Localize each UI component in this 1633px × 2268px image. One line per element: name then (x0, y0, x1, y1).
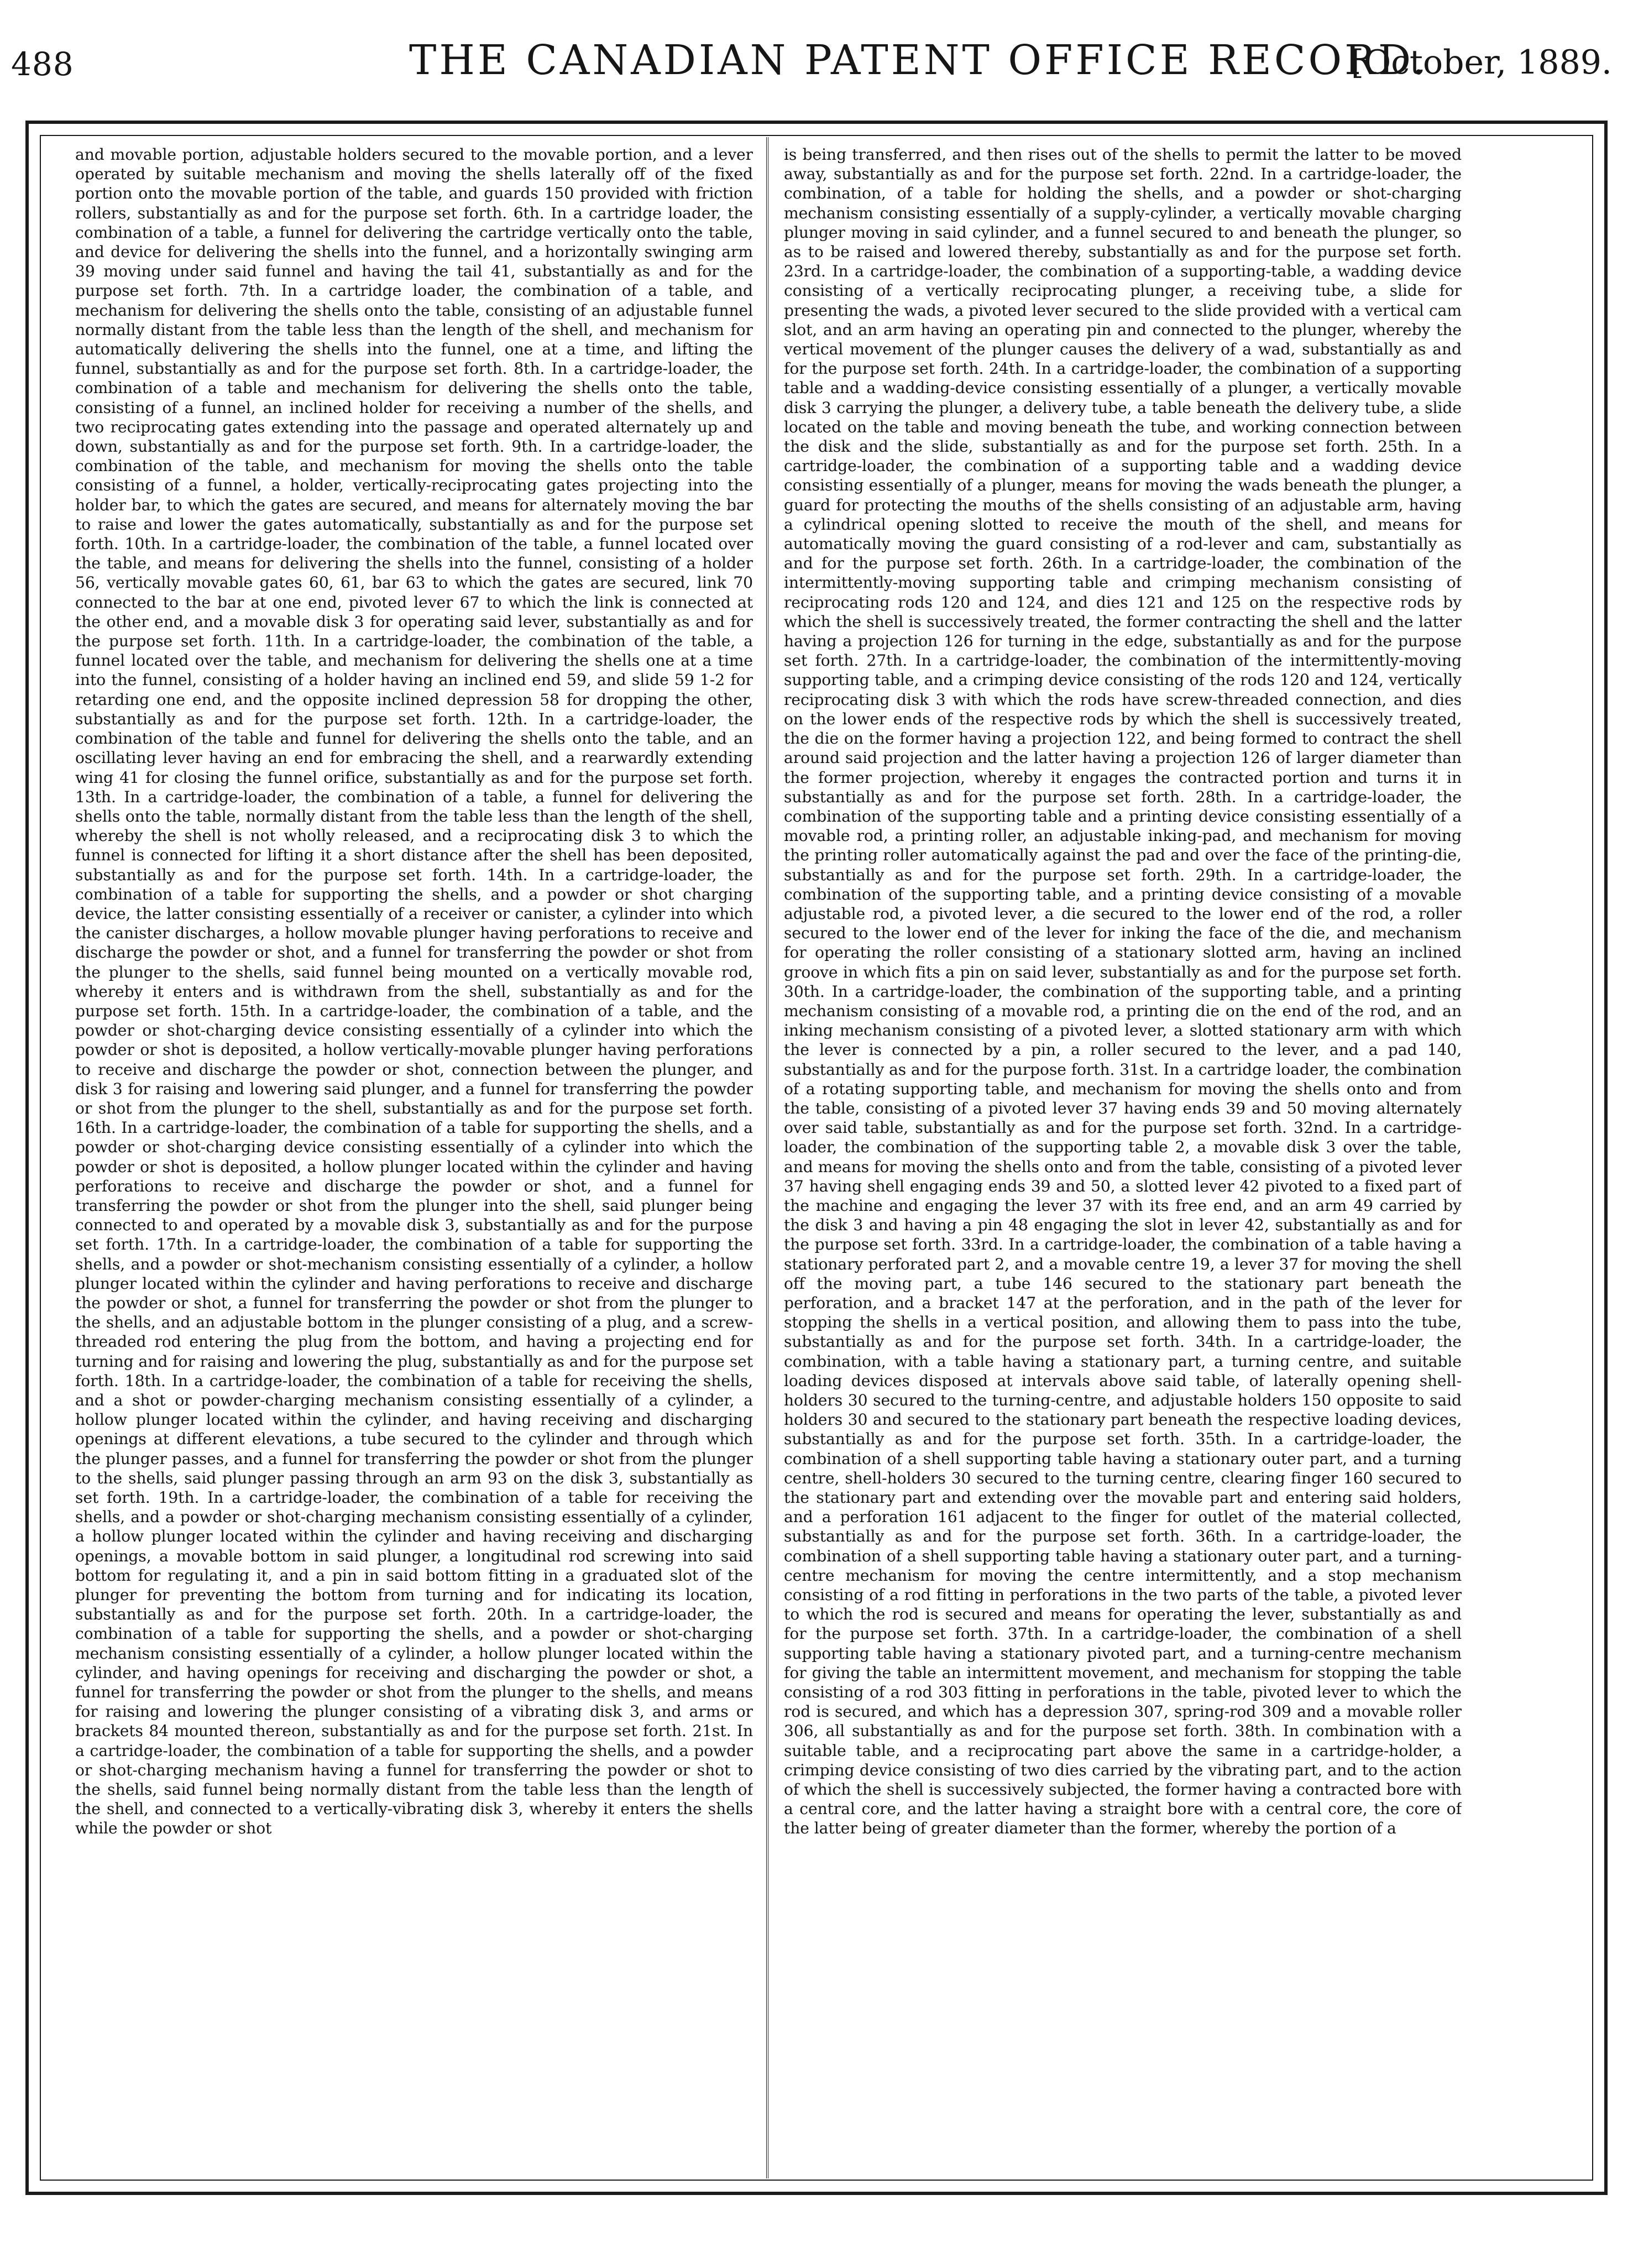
left-column-text: and movable portion, adjustable holders secured to the movable portion, and a lever operated by suitable mechanism and moving the shells laterally off of the fixed portion onto the movable portion of the table, and guards 150 provided with friction rollers, substantially as and for the purpose set forth. 6th. In a cartridge loader, the combination of a table, a funnel for delivering the cartridge vertically onto the table, and device for delivering the shells into the funnel, and a horizontally swinging arm 39 moving under said funnel and having the tail 41, substantially as and for the purpose set forth. 7th. In a cartridge loader, the combination of a table, and mechanism for delivering the shells onto the table, consisting of an adjustable funnel normally distant from the table less than the length of the shell, and mechanism for automatically delivering the shells into the funnel, one at a time, and lifting the funnel, substantially as and for the purpose set forth. 8th. In a cartridge-loader, the combination of a table and mechanism for delivering the shells onto the table, consisting of a funnel, an inclined holder for receiving a number of the shells, and two reciprocating gates extending into the passage and operated alternately up and down, substantially as and for the purpose set forth. 9th. In a cartridge-loader, the combination of the table, and mechanism for moving the shells onto the table consisting of a funnel, a holder, vertically-reciprocating gates projecting into the holder bar, to which the gates are secured, and means for alternately moving the bar to raise and lower the gates automatically, substantially as and for the purpose set forth. 10th. In a cartridge-loader, the combination of the table, a funnel located over the table, and means for delivering the shells into the funnel, consisting of a holder 56, vertically movable gates 60, 61, bar 63 to which the gates are secured, link 70 connected to the bar at one end, pivoted lever 67 to which the link is connected at the other end, and a movable disk 3 for operating said lever, substantially as and for the purpose set forth. 11th. In a cartridge-loader, the combination of the table, a funnel located over the table, and mechanism for delivering the shells one at a time into the funnel, consisting of a holder having an inclined end 59, and slide 59 1-2 for retarding one end, and the opposite inclined depression 58 for dropping the other, substantially as and for the purpose set forth. 12th. In a cartridge-loader, the combination of the table and funnel for delivering the shells onto the table, and an oscillating lever having an end for embracing the shell, and a rearwardly extending wing 41 for closing the funnel orifice, substantially as and for the purpose set forth. 13th. In a cartridge-loader, the combination of a table, a funnel for delivering the shells onto the table, normally distant from the table less than the length of the shell, whereby the shell is not wholly released, and a reciprocating disk 3 to which the funnel is connected for lifting it a short distance after the shell has been deposited, substantially as and for the purpose set forth. 14th. In a cartridge-loader, the combination of a table for supporting the shells, and a powder or shot charging device, the latter consisting essentially of a receiver or canister, a cylinder into which the canister discharges, a hollow movable plunger having perforations to receive and discharge the powder or shot, and a funnel for transferring the powder or shot from the plunger to the shells, said funnel being mounted on a vertically movable rod, whereby it enters and is withdrawn from the shell, substantially as and for the purpose set forth. 15th. In a cartridge-loader, the combination of a table, and the powder or shot-charging device consisting essentially of a cylinder into which the powder or shot is deposited, a hollow vertically-movable plunger having perforations to receive and discharge the powder or shot, connection between the plunger, and disk 3 for raising and lowering said plunger, and a funnel for transferring the powder or shot from the plunger to the shell, substantially as and for the purpose set forth. 16th. In a cartridge-loader, the combination of a table for supporting the shells, and a powder or shot-charging device consisting essentially of a cylinder into which the powder or shot is deposited, a hollow plunger located within the cylinder and having perforations to receive and discharge the powder or shot, and a funnel for transferring the powder or shot from the plunger into the shell, said plunger being connected to and operated by a movable disk 3, substantially as and for the purpose set forth. 17th. In a cartridge-loader, the combination of a table for supporting the shells, and a powder or shot-mechanism consisting essentially of a cylinder, a hollow plunger located within the cylinder and having perforations to receive and discharge the powder or shot, a funnel for transferring the powder or shot from the plunger to the shells, and an adjustable bottom in the plunger consisting of a plug, and a screw-threaded rod entering the plug from the bottom, and having a projecting end for turning and for raising and lowering the plug, substantially as and for the purpose set forth. 18th. In a cartridge-loader, the combination of a table for receiving the shells, and a shot or powder-charging mechanism consisting essentially of a cylinder, a hollow plunger located within the cylinder, and having receiving and discharging openings at different elevations, a tube secured to the cylinder and through which the plunger passes, and a funnel for transferring the powder or shot from the plunger to the shells, said plunger passing through an arm 93 on the disk 3, substantially as set forth. 19th. In a cartridge-loader, the combination of a table for receiving the shells, and a powder or shot-charging mechanism consisting essentially of a cylinder, a hollow plunger located within the cylinder and having receiving and discharging openings, a movable bottom in said plunger, a longitudinal rod screwing into said bottom for regulating it, and a pin in said bottom fitting in a graduated slot of the plunger for preventing the bottom from turning and for indicating its location, substantially as and for the purpose set forth. 20th. In a cartridge-loader, the combination of a table for supporting the shells, and a powder or shot-charging mechanism consisting essentially of a cylinder, a hollow plunger located within the cylinder, and having openings for receiving and discharging the powder or shot, a funnel for transferring the powder or shot from the plunger to the shells, and means for raising and lowering the plunger consisting of a vibrating disk 3, and arms or brackets 84 mounted thereon, substantially as and for the purpose set forth. 21st. In a cartridge-loader, the combination of a table for supporting the shells, and a powder or shot-charging mechanism having a funnel for transferring the powder or shot to the shells, said funnel being normally distant from the table less than the length of the shell, and connected to a vertically-vibrating disk 3, whereby it enters the shells while the powder or shot (75, 145, 753, 1838)
page-number: 488 (11, 45, 74, 83)
left-text-column (75, 145, 753, 2157)
right-column-text: is being transferred, and then rises out of the shells to permit the latter to be moved away, substantially as and for the purpose set forth. 22nd. In a cartridge-loader, the combination, of a table for holding the shells, and a powder or shot-charging mechanism consisting essentially of a supply-cylinder, a vertically movable charging plunger moving in said cylinder, and a funnel secured to and beneath the plunger, so as to be raised and lowered thereby, substantially as and for the purpose set forth. 23rd. In a cartridge-loader, the combination of a supporting-table, a wadding device consisting of a vertically reciprocating plunger, a receiving tube, a slide for presenting the wads, a pivoted lever secured to the slide provided with a vertical cam slot, and an arm having an operating pin and connected to the plunger, whereby the vertical movement of the plunger causes the delivery of a wad, substantially as and for the purpose set forth. 24th. In a cartridge-loader, the combination of a supporting table and a wadding-device consisting essentially of a plunger, a vertically movable disk 3 carrying the plunger, a delivery tube, a table beneath the delivery tube, a slide located on the table and moving beneath the tube, and working connection between the disk and the slide, substantially as and for the purpose set forth. 25th. In a cartridge-loader, the combination of a supporting table and a wadding device consisting essentially of a plunger, means for moving the wads beneath the plunger, a guard for protecting the mouths of the shells consisting of an adjustable arm, having a cylindrical opening slotted to receive the mouth of the shell, and means for automatically moving the guard consisting of a rod-lever and cam, substantially as and for the purpose set forth. 26th. In a cartridge-loader, the combination of the intermittently-moving supporting table and crimping mechanism consisting of reciprocating rods 120 and 124, and dies 121 and 125 on the respective rods by which the shell is successively treated, the former contracting the shell and the latter having a projection 126 for turning in the edge, substantially as and for the purpose set forth. 27th. In a cartridge-loader, the combination of the intermittently-moving supporting table, and a crimping device consisting of the rods 120 and 124, vertically reciprocating disk 3 with which the rods have screw-threaded connection, and dies on the lower ends of the respective rods by which the shell is successively treated, the die on the former having a projection 122, and being formed to contract the shell around said projection and the latter having a projection 126 of larger diameter than the former projection, whereby it engages the contracted portion and turns it in substantially as and for the purpose set forth. 28th. In a cartridge-loader, the combination of the supporting table and a printing device consisting essentially of a movable rod, a printing roller, an adjustable inking-pad, and mechanism for moving the printing roller automatically against the pad and over the face of the printing-die, substantially as and for the purpose set forth. 29th. In a cartridge-loader, the combination of the supporting table, and a printing device consisting of a movable adjustable rod, a pivoted lever, a die secured to the lower end of the rod, a roller secured to the lower end of the lever for inking the face of the die, and mechanism for operating the roller consisting of a stationary slotted arm, having an inclined groove in which fits a pin on said lever, substantially as and for the purpose set forth. 30th. In a cartridge-loader, the combination of the supporting table, and a printing mechanism consisting of a movable rod, a printing die on the end of the rod, and an inking mechanism consisting of a pivoted lever, a slotted stationary arm with which the lever is connected by a pin, a roller secured to the lever, and a pad 140, substantially as and for the purpose forth. 31st. In a cartridge loader, the combination of a rotating supporting table, and mechanism for moving the shells onto and from the table, consisting of a pivoted lever 37 having ends 39 and 50 moving alternately over said table, substantially as and for the purpose set forth. 32nd. In a cartridge-loader, the combination of the supporting table 2, a movable disk 3 over the table, and means for moving the shells onto and from the table, consisting of a pivoted lever 37 having shell engaging ends 39 and 50, a slotted lever 42 pivoted to a fixed part of the machine and engaging the lever 37 with its free end, and an arm 49 carried by the disk 3 and having a pin 48 engaging the slot in lever 42, substantially as and for the purpose set forth. 33rd. In a cartridge-loader, the combination of a table having a stationary perforated part 2, and a movable centre 19, a lever 37 for moving the shell off the moving part, a tube 146 secured to the stationary part beneath the perforation, and a bracket 147 at the perforation, and in the path of the lever for stopping the shells in a vertical position, and allowing them to pass into the tube, substantially as and for the purpose set forth. 34th. In a cartridge-loader, the combination, with a table having a stationary part, a turning centre, and suitable loading devices disposed at intervals above said table, of laterally opening shell-holders 30 secured to the turning-centre, and adjustable holders 150 opposite to said holders 30 and secured to the stationary part beneath the respective loading devices, substantially as and for the purpose set forth. 35th. In a cartridge-loader, the combination of a shell supporting table having a stationary outer part, and a turning centre, shell-holders 30 secured to the turning centre, clearing finger 160 secured to the stationary part and extending over the movable part and entering said holders, and a perforation 161 adjacent to the finger for outlet of the material collected, substantially as and for the purpose set forth. 36th. In a cartridge-loader, the combination of a shell supporting table having a stationary outer part, and a turning-centre mechanism for moving the centre intermittently, and a stop mechanism consisting of a rod fitting in perforations in the two parts of the table, a pivoted lever to which the rod is secured and means for operating the lever, substantially as and for the purpose set forth. 37th. In a cartridge-loader, the combination of a shell supporting table having a stationary pivoted part, and a turning-centre mechanism for giving the table an intermittent movement, and mechanism for stopping the table consisting of a rod 303 fitting in perforations in the table, pivoted lever to which the rod is secured, and which has a depression 307, spring-rod 309 and a movable roller 306, all substantially as and for the purpose set forth. 38th. In combination with a suitable table, and a reciprocating part above the same in a cartridge-holder, a crimping device consisting of two dies carried by the vibrating part, and to the action of which the shell is successively subjected, the former having a contracted bore with a central core, and the latter having a straight bore with a central core, the core of the latter being of greater diameter than the former, whereby the portion of a (784, 145, 1462, 1838)
right-text-column (784, 145, 1462, 2157)
running-head (11, 36, 1612, 86)
column-divider (766, 137, 768, 2178)
issue-date: [October, 1889. (1351, 43, 1612, 82)
journal-title: THE CANADIAN PATENT OFFICE RECORD. (409, 36, 1428, 84)
